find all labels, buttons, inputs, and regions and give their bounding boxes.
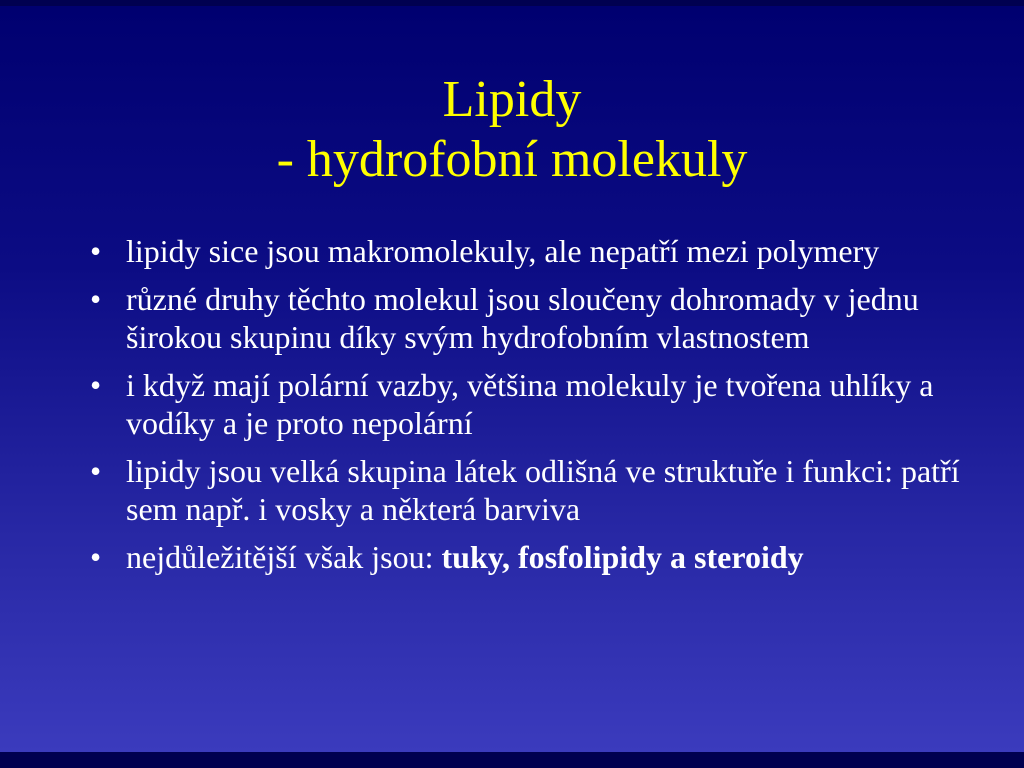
bullet-item [84, 452, 964, 528]
bullet-item [84, 280, 964, 356]
title-line-2: - hydrofobní molekuly [276, 131, 748, 188]
bullet-item [84, 538, 964, 576]
bullet-text: lipidy jsou velká skupina látek odlišná ve struktuře i funkci: patří sem např. i vosky a některá barviva [126, 453, 960, 527]
bullet-text: různé druhy těchto molekul jsou sloučeny dohromady v jednu širokou skupinu díky svým hydrofobním vlastnostem [126, 281, 919, 355]
bullet-icon: • [90, 453, 102, 489]
title-line-1: Lipidy [442, 71, 582, 128]
bullet-text: i když mají polární vazby, většina molekuly je tvořena uhlíky a vodíky a je proto nepolární [126, 367, 934, 441]
bullet-icon: • [90, 367, 102, 403]
bullet-text: nejdůležitější však jsou: [126, 539, 442, 575]
bullet-icon: • [90, 233, 102, 269]
bullet-list [84, 232, 964, 586]
bullet-item [84, 232, 964, 270]
bullet-emphasis: tuky, fosfolipidy a steroidy [441, 539, 804, 575]
bullet-icon: • [90, 539, 102, 575]
bullet-icon: • [90, 281, 102, 317]
slide-title [0, 70, 1024, 190]
bullet-text: lipidy sice jsou makromolekuly, ale nepatří mezi polymery [126, 233, 880, 269]
bullet-item [84, 366, 964, 442]
